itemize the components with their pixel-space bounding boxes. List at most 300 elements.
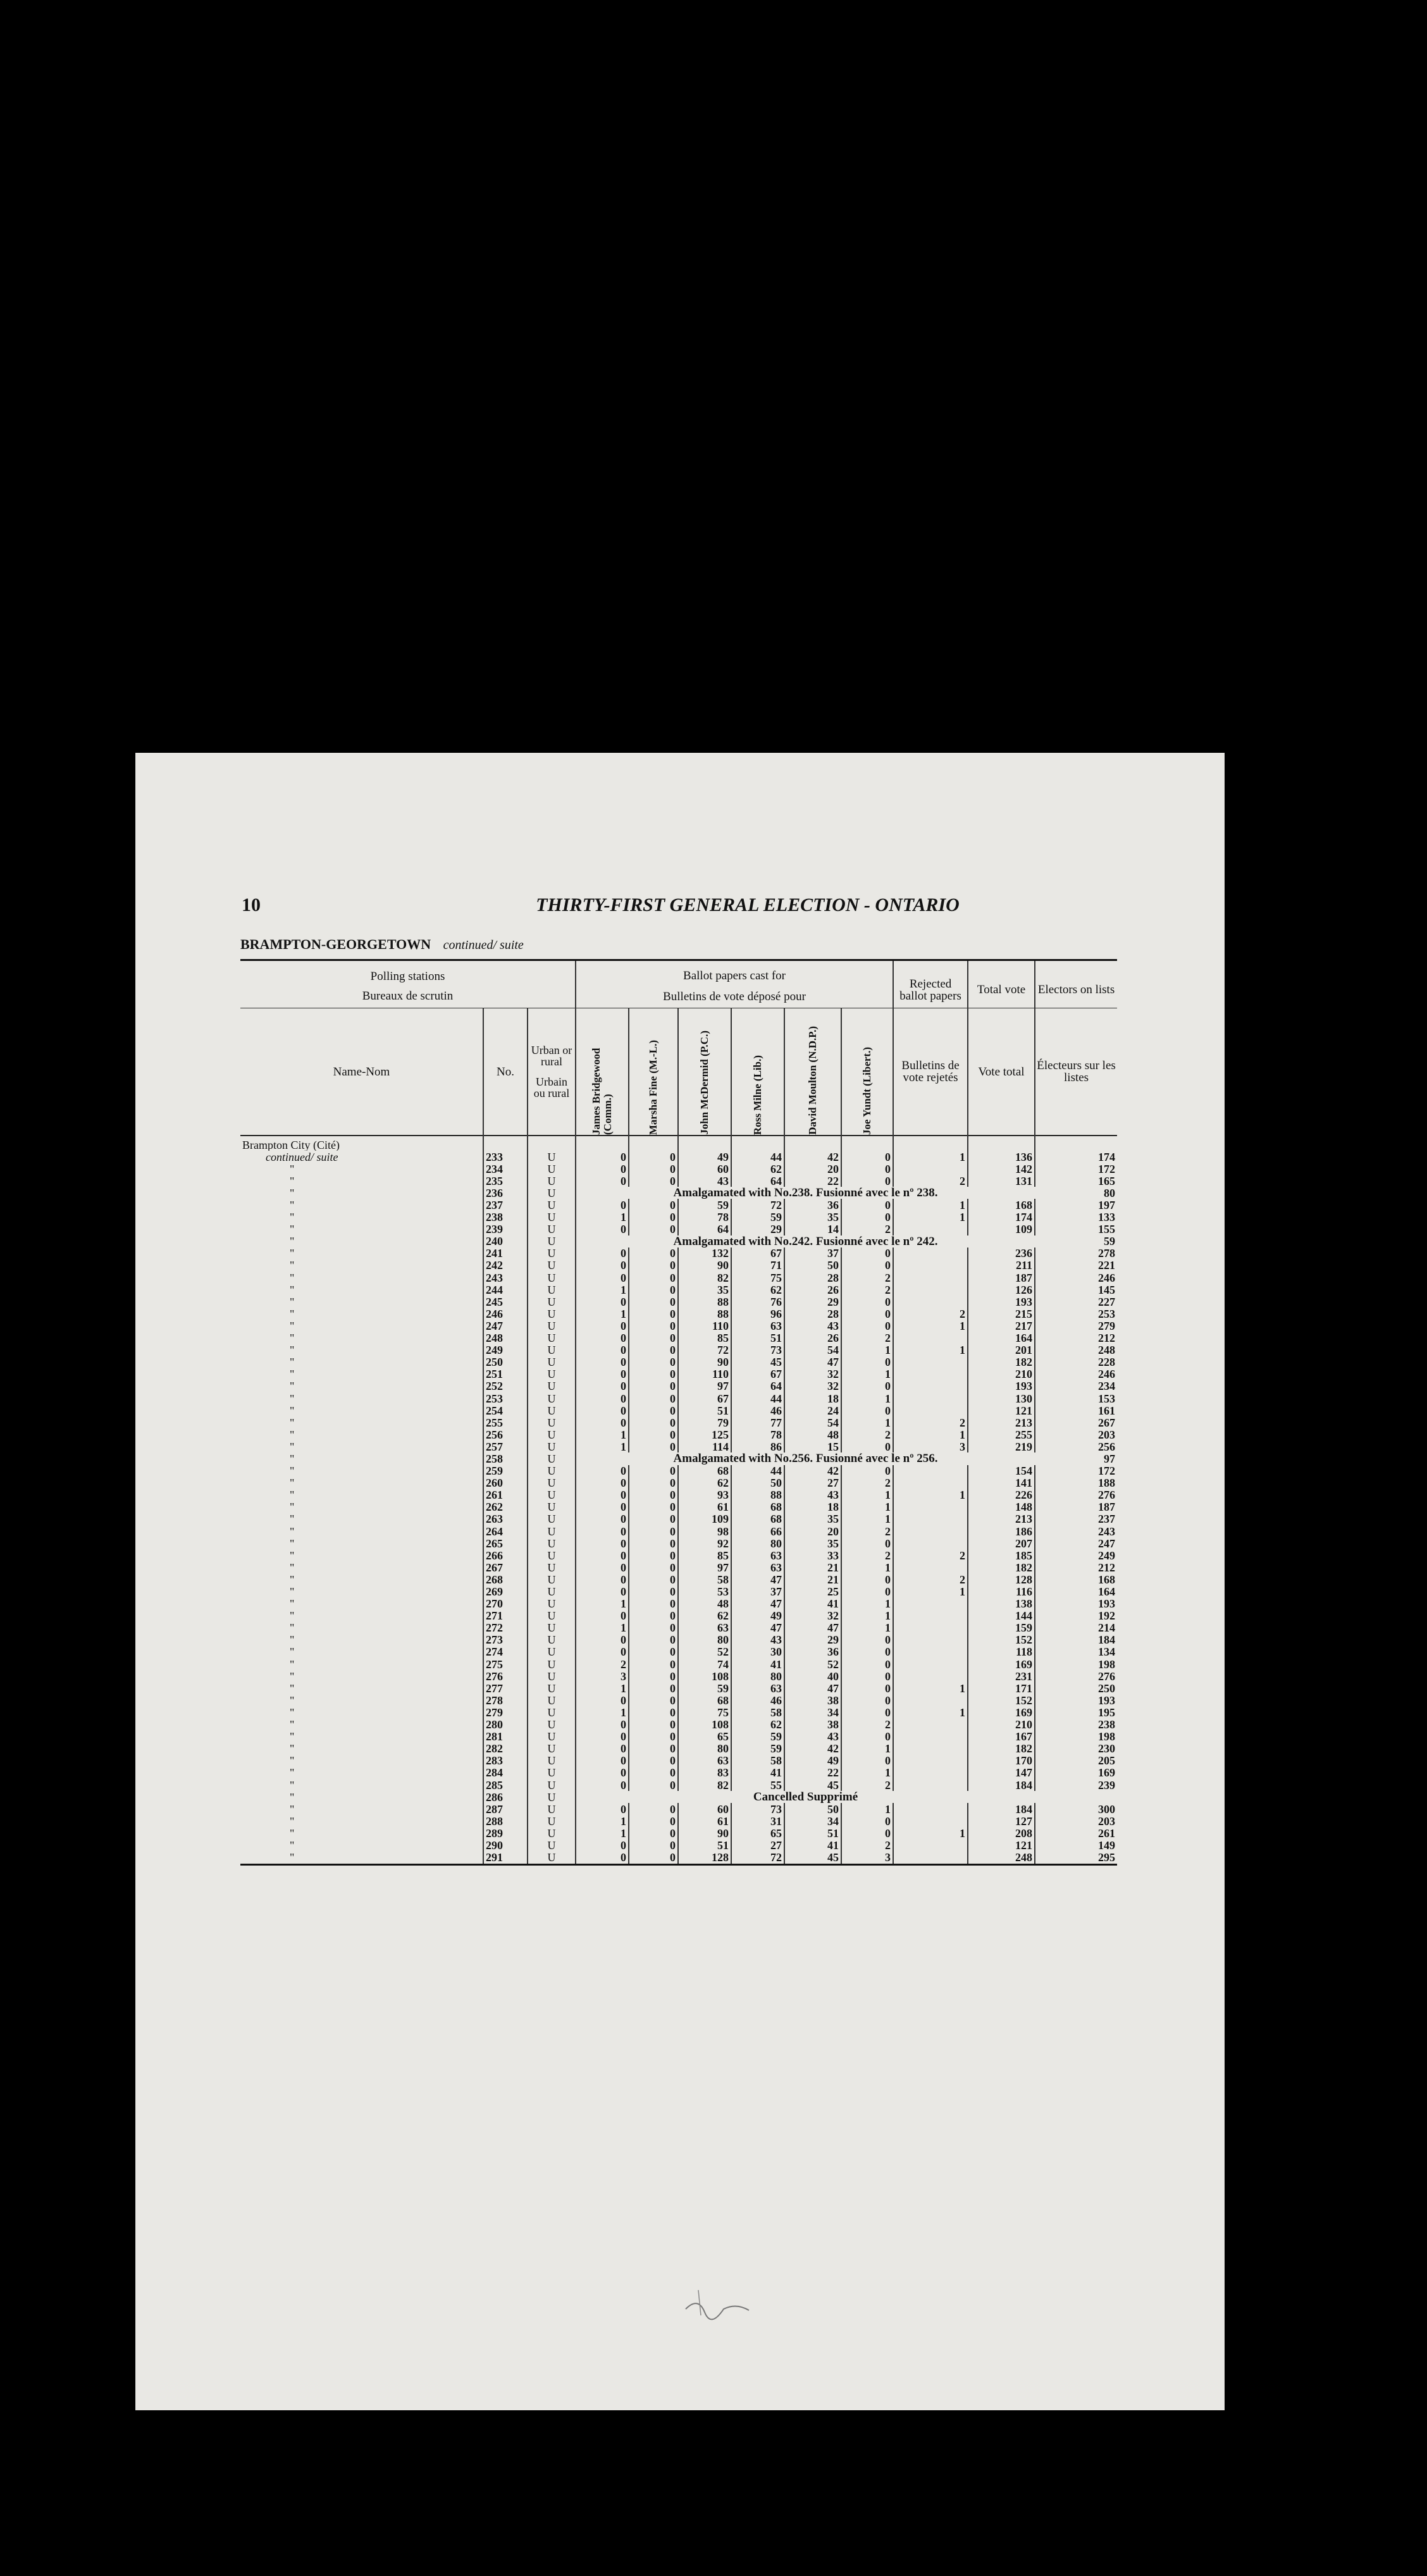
- total-vote: [968, 1136, 1035, 1151]
- vote-count: 1: [841, 1344, 893, 1356]
- rejected-count: [893, 1272, 968, 1284]
- pencil-mark: [679, 2284, 755, 2322]
- document-page: [135, 753, 1225, 2410]
- station-number: 262: [483, 1501, 528, 1513]
- vote-count: 0: [841, 1440, 893, 1452]
- vote-count: 0: [629, 1199, 678, 1211]
- electors-count: 80: [1104, 1187, 1116, 1199]
- rejected-count: [893, 1670, 968, 1682]
- vote-count: 0: [621, 1163, 626, 1175]
- vote-count: 62: [678, 1477, 731, 1489]
- rejected-count: [893, 1839, 968, 1851]
- vote-count: 110: [678, 1320, 731, 1332]
- vote-count: 0: [629, 1573, 678, 1585]
- vote-count: 59: [731, 1743, 784, 1755]
- vote-count: 61: [678, 1501, 731, 1513]
- vote-count: 47: [784, 1682, 841, 1694]
- total-vote: 187: [968, 1272, 1035, 1284]
- urban-rural: U: [528, 1163, 576, 1175]
- vote-count: 1: [841, 1610, 893, 1622]
- vote-count: 0: [629, 1598, 678, 1610]
- vote-count: 80: [678, 1743, 731, 1755]
- vote-count: 44: [731, 1151, 784, 1163]
- urban-en: Urban or rural: [531, 1044, 572, 1068]
- vote-count: 52: [784, 1658, 841, 1670]
- vote-count: 1: [621, 1440, 626, 1453]
- vote-count: 0: [629, 1477, 678, 1489]
- vote-count: 0: [841, 1163, 893, 1175]
- vote-count: 0: [629, 1767, 678, 1779]
- rejected-count: [893, 1223, 968, 1235]
- station-name: ": [290, 1730, 295, 1743]
- station-name: ": [290, 1489, 295, 1501]
- total-vote: 185: [968, 1549, 1035, 1561]
- table-row: [240, 1598, 1117, 1610]
- electors-count: 250: [1098, 1682, 1116, 1695]
- total-vote: 169: [968, 1658, 1035, 1670]
- table-row: [240, 1272, 1117, 1284]
- vote-count: 50: [784, 1260, 841, 1272]
- electors-count: 97: [1104, 1452, 1116, 1465]
- vote-count: 1: [841, 1743, 893, 1755]
- electors-count: 221: [1098, 1259, 1116, 1272]
- table-row: [240, 1199, 1117, 1211]
- vote-count: 43: [678, 1175, 731, 1187]
- vote-count: 125: [678, 1428, 731, 1440]
- vote-count: 0: [841, 1670, 893, 1682]
- electors-count: 164: [1098, 1585, 1116, 1598]
- electors-count: 246: [1098, 1272, 1116, 1284]
- urban-rural: U: [528, 1175, 576, 1187]
- vote-count: 42: [784, 1743, 841, 1755]
- vote-count: 0: [629, 1489, 678, 1501]
- urban-rural: U: [528, 1272, 576, 1284]
- vote-count: 63: [678, 1622, 731, 1634]
- station-name: ": [290, 1223, 295, 1235]
- vote-count: 62: [731, 1719, 784, 1731]
- station-name: Brampton City (Cité): [242, 1138, 340, 1151]
- total-vote: 152: [968, 1634, 1035, 1646]
- vote-count: 79: [678, 1416, 731, 1428]
- vote-count: 1: [621, 1815, 626, 1828]
- station-number: 235: [483, 1175, 528, 1187]
- vote-count: 2: [841, 1428, 893, 1440]
- total-vote: 164: [968, 1332, 1035, 1344]
- urban-rural: U: [528, 1248, 576, 1260]
- urban-rural: U: [528, 1719, 576, 1731]
- vote-count: 1: [621, 1621, 626, 1634]
- table-row: [240, 1731, 1117, 1743]
- vote-count: 53: [678, 1585, 731, 1597]
- vote-count: 0: [629, 1670, 678, 1682]
- table-row: [240, 1392, 1117, 1404]
- vote-count: 0: [576, 1852, 629, 1865]
- vote-count: 0: [629, 1356, 678, 1368]
- name-header: Name-Nom: [240, 1008, 483, 1136]
- vote-count: 66: [731, 1525, 784, 1537]
- polling-stations-fr: Bureaux de scrutin: [362, 989, 454, 1003]
- vote-count: 88: [678, 1308, 731, 1320]
- vote-count: 36: [784, 1199, 841, 1211]
- vote-count: 47: [731, 1622, 784, 1634]
- electors-count: 246: [1098, 1368, 1116, 1380]
- vote-count: 28: [784, 1272, 841, 1284]
- vote-count: 1: [841, 1416, 893, 1428]
- vote-count: 0: [621, 1718, 626, 1731]
- vote-count: 0: [841, 1815, 893, 1827]
- vote-count: 0: [841, 1682, 893, 1694]
- vote-count: 26: [784, 1284, 841, 1296]
- vote-count: 97: [678, 1561, 731, 1573]
- table-row: [240, 1694, 1117, 1706]
- rejected-count: [893, 1815, 968, 1827]
- total-vote: 141: [968, 1477, 1035, 1489]
- station-number: 253: [483, 1392, 528, 1404]
- total-vote: 171: [968, 1682, 1035, 1694]
- total-vote: 226: [968, 1489, 1035, 1501]
- total-vote: 127: [968, 1815, 1035, 1827]
- station-number: 260: [483, 1477, 528, 1489]
- vote-count: 0: [629, 1549, 678, 1561]
- vote-count: 0: [841, 1634, 893, 1646]
- vote-count: 0: [629, 1501, 678, 1513]
- electors-count: 169: [1098, 1766, 1116, 1779]
- vote-count: 0: [621, 1404, 626, 1417]
- table-row: [240, 1356, 1117, 1368]
- vote-count: 2: [621, 1658, 626, 1671]
- vote-count: 54: [784, 1344, 841, 1356]
- vote-count: 77: [731, 1416, 784, 1428]
- vote-count: 0: [841, 1585, 893, 1597]
- total-vote: 217: [968, 1320, 1035, 1332]
- station-number: 250: [483, 1356, 528, 1368]
- vote-count: 0: [629, 1248, 678, 1260]
- station-name: ": [290, 1272, 295, 1284]
- rejected-count: [893, 1465, 968, 1477]
- urban-rural: U: [528, 1537, 576, 1549]
- table-row: [240, 1549, 1117, 1561]
- urban-fr: Urbain ou rural: [533, 1075, 570, 1099]
- total-vote: 121: [968, 1839, 1035, 1851]
- vote-count: 0: [621, 1549, 626, 1562]
- vote-count: 43: [731, 1634, 784, 1646]
- electors-count: 276: [1098, 1489, 1116, 1501]
- polling-stations-en: Polling stations: [370, 970, 445, 983]
- vote-count: 0: [629, 1392, 678, 1404]
- station-number: 290: [483, 1839, 528, 1851]
- station-number: 240: [483, 1235, 528, 1248]
- electors-count: 174: [1098, 1151, 1116, 1163]
- polling-stations-header: [240, 960, 576, 1008]
- table-row: [240, 1440, 1117, 1452]
- station-number: 284: [483, 1767, 528, 1779]
- vote-count: 44: [731, 1392, 784, 1404]
- vote-count: 34: [784, 1815, 841, 1827]
- table-row: [240, 1477, 1117, 1489]
- electors-count: 192: [1098, 1609, 1116, 1622]
- station-name: ": [290, 1827, 295, 1840]
- vote-count: 35: [784, 1513, 841, 1525]
- vote-count: 0: [621, 1151, 626, 1163]
- rejected-count: [893, 1477, 968, 1489]
- station-name: ": [290, 1464, 295, 1477]
- vote-count: 0: [629, 1513, 678, 1525]
- station-number: 255: [483, 1416, 528, 1428]
- vote-count: 83: [678, 1767, 731, 1779]
- station-name: ": [290, 1440, 295, 1453]
- vote-count: [629, 1136, 678, 1151]
- total-vote: 210: [968, 1719, 1035, 1731]
- total-vote: 213: [968, 1513, 1035, 1525]
- station-name: ": [290, 1791, 295, 1804]
- station-name: ": [290, 1247, 295, 1260]
- rejected-count: 1: [893, 1199, 968, 1211]
- urban-rural: U: [528, 1235, 576, 1248]
- station-number: 281: [483, 1731, 528, 1743]
- vote-count: 27: [731, 1839, 784, 1851]
- vote-count: 48: [678, 1598, 731, 1610]
- vote-count: 60: [678, 1803, 731, 1815]
- electors-count: 205: [1098, 1754, 1116, 1767]
- station-number: 254: [483, 1404, 528, 1416]
- urban-rural: U: [528, 1598, 576, 1610]
- vote-count: 3: [621, 1670, 626, 1683]
- table-row: [240, 1779, 1117, 1791]
- station-number: 275: [483, 1658, 528, 1670]
- rejected-count: [893, 1731, 968, 1743]
- station-number: 242: [483, 1260, 528, 1272]
- vote-count: 15: [784, 1440, 841, 1452]
- station-name: ": [290, 1742, 295, 1755]
- electors-count: 214: [1098, 1621, 1116, 1634]
- vote-count: 0: [621, 1380, 626, 1392]
- vote-count: 90: [678, 1827, 731, 1839]
- electors-count: 155: [1098, 1223, 1116, 1235]
- urban-rural: [528, 1136, 576, 1151]
- vote-count: 59: [678, 1199, 731, 1211]
- station-number: 269: [483, 1585, 528, 1597]
- urban-rural: U: [528, 1706, 576, 1718]
- rejected-count: [893, 1634, 968, 1646]
- vote-count: 0: [629, 1525, 678, 1537]
- station-note: Cancelled Supprimé: [753, 1791, 858, 1804]
- vote-count: 0: [629, 1211, 678, 1223]
- vote-count: 44: [731, 1465, 784, 1477]
- vote-count: 60: [678, 1163, 731, 1175]
- vote-count: 45: [731, 1356, 784, 1368]
- vote-count: 0: [621, 1344, 626, 1356]
- rejected-count: [893, 1658, 968, 1670]
- vote-count: 114: [678, 1440, 731, 1452]
- station-name: ": [290, 1803, 295, 1816]
- table-row: [240, 1573, 1117, 1585]
- station-number: 238: [483, 1211, 528, 1223]
- total-vote: 182: [968, 1561, 1035, 1573]
- total-vote: 174: [968, 1211, 1035, 1223]
- station-number: 271: [483, 1610, 528, 1622]
- vote-count: 86: [731, 1440, 784, 1452]
- station-note: Amalgamated with No.242. Fusionné avec le nº 242.: [673, 1235, 938, 1248]
- electors-count: 267: [1098, 1416, 1116, 1429]
- vote-count: 35: [784, 1537, 841, 1549]
- station-number: 272: [483, 1622, 528, 1634]
- vote-count: 64: [731, 1380, 784, 1392]
- vote-count: 88: [731, 1489, 784, 1501]
- rejected-count: [893, 1598, 968, 1610]
- station-number: 278: [483, 1694, 528, 1706]
- table-row: [240, 1513, 1117, 1525]
- vote-count: [784, 1136, 841, 1151]
- rejected-count: [893, 1561, 968, 1573]
- vote-count: 67: [731, 1248, 784, 1260]
- ballots-fr: Bulletins de vote déposé pour: [663, 990, 806, 1003]
- station-name: ": [290, 1235, 295, 1248]
- rejected-count: [893, 1646, 968, 1658]
- electors-count: 227: [1098, 1296, 1116, 1308]
- vote-count: 0: [621, 1573, 626, 1586]
- table-row: [240, 1223, 1117, 1235]
- vote-count: 42: [784, 1151, 841, 1163]
- station-name: ": [290, 1766, 295, 1779]
- station-number: 277: [483, 1682, 528, 1694]
- station-name: ": [290, 1175, 295, 1187]
- urban-rural: U: [528, 1682, 576, 1694]
- urban-rural: U: [528, 1658, 576, 1670]
- vote-count: 0: [621, 1633, 626, 1646]
- vote-count: 41: [784, 1598, 841, 1610]
- table-row: [240, 1308, 1117, 1320]
- candidate-header: [576, 1008, 629, 1136]
- rejected-count: [893, 1525, 968, 1537]
- vote-count: 0: [629, 1731, 678, 1743]
- electors-count: 212: [1098, 1561, 1116, 1574]
- vote-count: 62: [731, 1163, 784, 1175]
- vote-count: 67: [731, 1368, 784, 1380]
- vote-count: 45: [784, 1779, 841, 1791]
- vote-count: 26: [784, 1332, 841, 1344]
- total-vote: 186: [968, 1525, 1035, 1537]
- rejected-count: 2: [893, 1573, 968, 1585]
- station-number: 261: [483, 1489, 528, 1501]
- total-vote: 170: [968, 1755, 1035, 1767]
- total-vote: 131: [968, 1175, 1035, 1187]
- page-number: 10: [242, 895, 261, 915]
- vote-count: 75: [731, 1272, 784, 1284]
- vote-count: 68: [678, 1465, 731, 1477]
- vote-count: 0: [629, 1537, 678, 1549]
- vote-count: 0: [841, 1646, 893, 1658]
- vote-count: 2: [841, 1525, 893, 1537]
- rejected-count: [893, 1380, 968, 1392]
- station-name: ": [290, 1211, 295, 1223]
- urban-rural: U: [528, 1199, 576, 1211]
- table-row: [240, 1852, 1117, 1865]
- station-name: ": [290, 1839, 295, 1852]
- station-note: Amalgamated with No.238. Fusionné avec le nº 238.: [673, 1187, 938, 1199]
- total-vote: 138: [968, 1598, 1035, 1610]
- station-number: 243: [483, 1272, 528, 1284]
- station-number: 247: [483, 1320, 528, 1332]
- vote-count: 1: [841, 1392, 893, 1404]
- urban-rural: U: [528, 1428, 576, 1440]
- table-row: [240, 1743, 1117, 1755]
- station-name: ": [290, 1368, 295, 1380]
- vote-count: 29: [784, 1634, 841, 1646]
- urban-rural: U: [528, 1477, 576, 1489]
- station-name: ": [290, 1549, 295, 1562]
- candidate-6: Joe Yundt (Libert.): [861, 1047, 874, 1135]
- vote-count: 0: [841, 1380, 893, 1392]
- urban-rural: U: [528, 1332, 576, 1344]
- vote-count: 0: [629, 1719, 678, 1731]
- urban-rural: U: [528, 1646, 576, 1658]
- station-name: ": [290, 1380, 295, 1392]
- vote-count: 2: [841, 1839, 893, 1851]
- urban-rural: U: [528, 1827, 576, 1839]
- station-name: continued/ suite: [266, 1151, 338, 1163]
- total-vote: 126: [968, 1284, 1035, 1296]
- vote-count: 0: [629, 1779, 678, 1791]
- urban-header: [528, 1008, 576, 1136]
- vote-count: 2: [841, 1779, 893, 1791]
- vote-count: 0: [841, 1573, 893, 1585]
- vote-count: 32: [784, 1368, 841, 1380]
- station-number: 286: [483, 1791, 528, 1803]
- vote-count: 49: [784, 1755, 841, 1767]
- rejected-header-en: Rejected ballot papers: [893, 960, 968, 1008]
- total-vote: 169: [968, 1706, 1035, 1718]
- vote-count: 0: [621, 1730, 626, 1743]
- total-vote: 201: [968, 1344, 1035, 1356]
- vote-count: 32: [784, 1380, 841, 1392]
- station-number: 248: [483, 1332, 528, 1344]
- rejected-count: 1: [893, 1706, 968, 1718]
- urban-rural: U: [528, 1779, 576, 1791]
- vote-count: 0: [841, 1694, 893, 1706]
- station-name: ": [290, 1658, 295, 1671]
- vote-count: 63: [731, 1561, 784, 1573]
- vote-count: 0: [629, 1440, 678, 1452]
- vote-count: 0: [621, 1272, 626, 1284]
- vote-count: 45: [784, 1852, 841, 1865]
- urban-rural: U: [528, 1308, 576, 1320]
- vote-count: 2: [841, 1719, 893, 1731]
- vote-count: 0: [629, 1634, 678, 1646]
- rejected-count: [893, 1755, 968, 1767]
- vote-count: 2: [841, 1477, 893, 1489]
- electors-count: 230: [1098, 1742, 1116, 1755]
- station-name: ": [290, 1296, 295, 1308]
- vote-count: 51: [731, 1332, 784, 1344]
- total-vote: 159: [968, 1622, 1035, 1634]
- candidate-3: John McDermid (P.C.): [698, 1031, 711, 1135]
- vote-count: 76: [731, 1296, 784, 1308]
- vote-count: 0: [841, 1308, 893, 1320]
- vote-count: 92: [678, 1537, 731, 1549]
- candidate-header: [678, 1008, 731, 1136]
- vote-count: 0: [841, 1356, 893, 1368]
- rejected-count: 2: [893, 1308, 968, 1320]
- vote-count: 59: [731, 1211, 784, 1223]
- vote-count: 48: [784, 1428, 841, 1440]
- vote-count: 31: [731, 1815, 784, 1827]
- vote-count: 0: [621, 1223, 626, 1235]
- urban-rural: U: [528, 1223, 576, 1235]
- total-vote: 207: [968, 1537, 1035, 1549]
- vote-count: 72: [678, 1344, 731, 1356]
- vote-count: 58: [678, 1573, 731, 1585]
- candidate-header: [629, 1008, 678, 1136]
